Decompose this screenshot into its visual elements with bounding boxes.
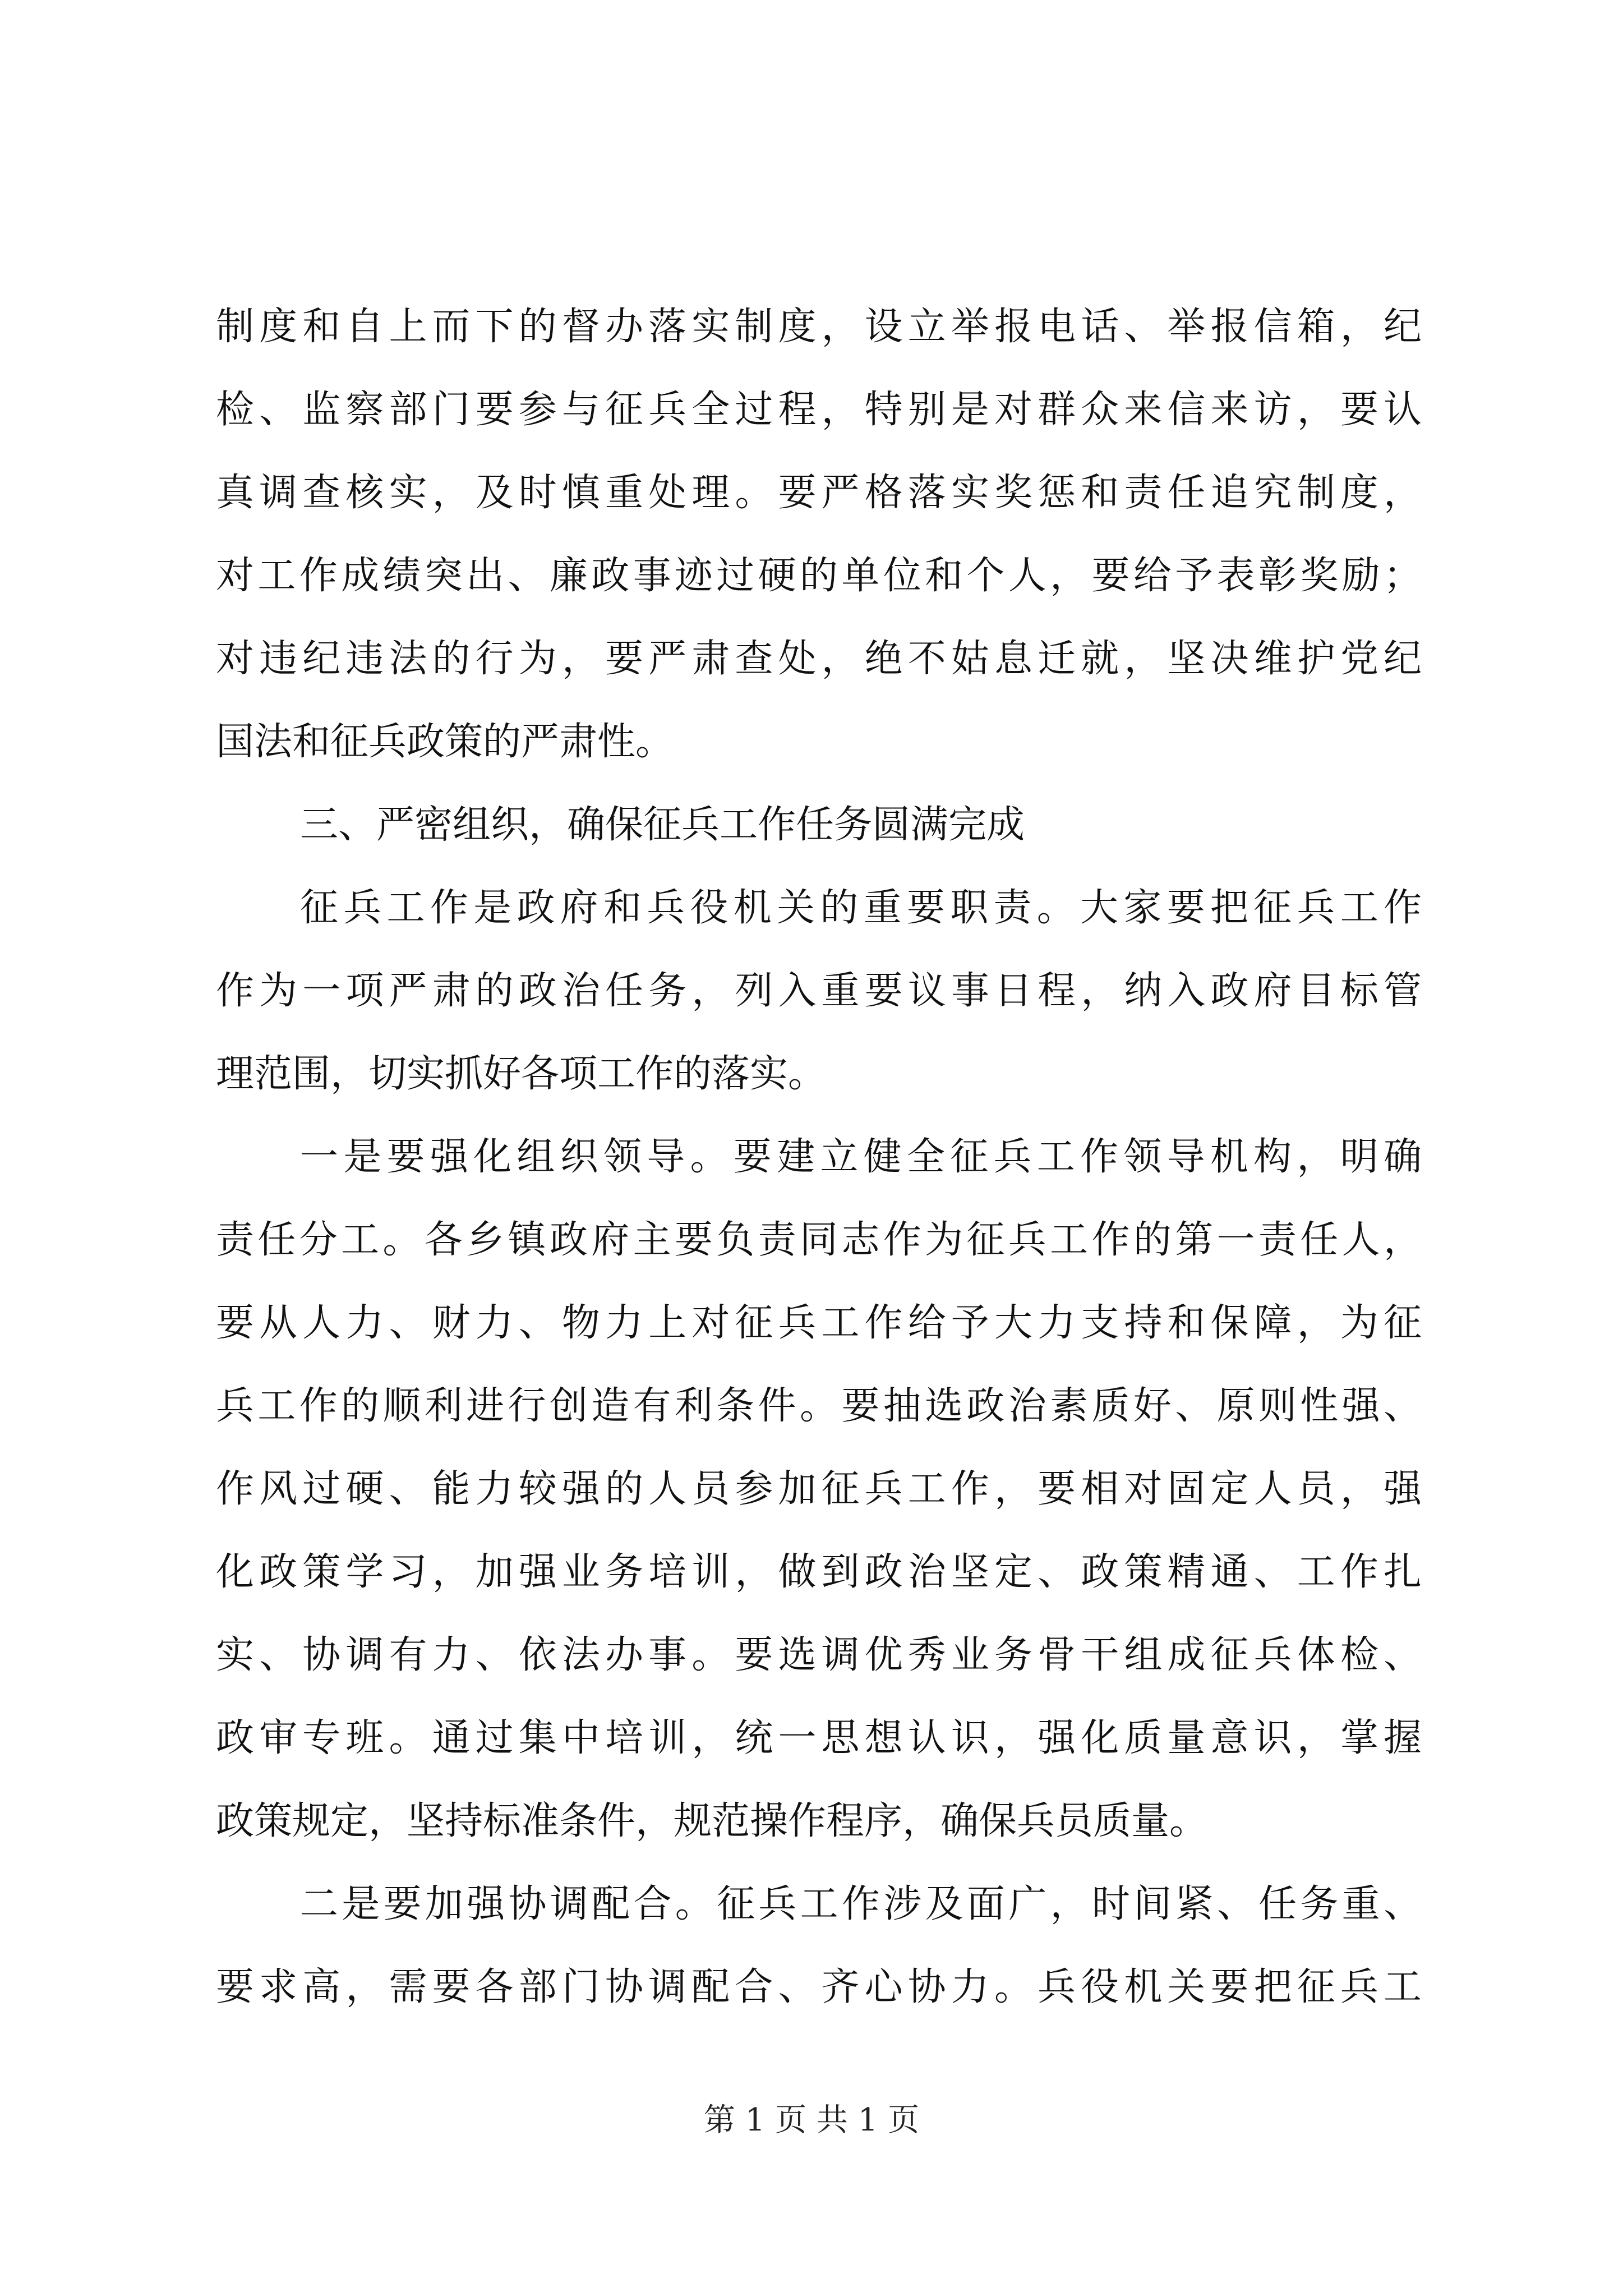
text-line: 要求高，需要各部门协调配合、齐心协力。兵役机关要把征兵工 [216,1965,1422,2009]
text-line: 兵工作的顺利进行创造有利条件。要抽选政治素质好、原则性强、 [216,1384,1422,1428]
text-line: 国法和征兵政策的严肃性。 [216,720,674,764]
text-line: 作风过硬、能力较强的人员参加征兵工作，要相对固定人员，强 [216,1467,1422,1511]
text-line: 政策规定，坚持标准条件，规范操作程序，确保兵员质量。 [216,1799,1208,1843]
text-line: 真调查核实，及时慎重处理。要严格落实奖惩和责任追究制度， [216,471,1422,515]
text-line: 理范围，切实抓好各项工作的落实。 [216,1052,827,1096]
text-line: 对违纪违法的行为，要严肃查处，绝不姑息迁就，坚决维护党纪 [216,637,1422,681]
text-line: 对工作成绩突出、廉政事迹过硬的单位和个人，要给予表彰奖励； [216,554,1422,598]
text-line: 化政策学习，加强业务培训，做到政治坚定、政策精通、工作扎 [216,1550,1422,1594]
text-line: 责任分工。各乡镇政府主要负责同志作为征兵工作的第一责任人， [216,1218,1422,1262]
text-line: 二是要加强协调配合。征兵工作涉及面广，时间紧、任务重、 [300,1882,1422,1926]
text-line: 作为一项严肃的政治任务，列入重要议事日程，纳入政府目标管 [216,969,1422,1013]
text-line: 一是要强化组织领导。要建立健全征兵工作领导机构，明确 [300,1135,1422,1179]
text-line: 制度和自上而下的督办落实制度，设立举报电话、举报信箱，纪 [216,305,1422,349]
section-heading: 三、严密组织，确保征兵工作任务圆满完成 [300,803,1025,847]
text-line: 实、协调有力、依法办事。要选调优秀业务骨干组成征兵体检、 [216,1633,1422,1677]
text-line: 要从人力、财力、物力上对征兵工作给予大力支持和保障，为征 [216,1301,1422,1345]
text-line: 政审专班。通过集中培训，统一思想认识，强化质量意识，掌握 [216,1716,1422,1760]
text-line: 征兵工作是政府和兵役机关的重要职责。大家要把征兵工作 [300,886,1422,930]
page-number-footer: 第 1 页 共 1 页 [703,2102,920,2138]
text-line: 检、监察部门要参与征兵全过程，特别是对群众来信来访，要认 [216,388,1422,432]
